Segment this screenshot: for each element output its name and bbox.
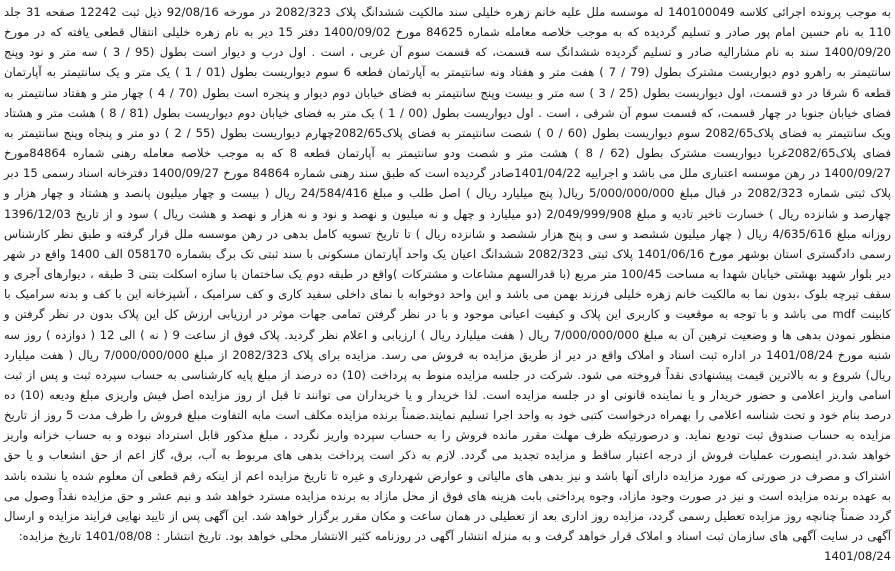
auction-date: 1401/08/24 [824,549,891,564]
notice-body: به موجب پرونده اجرائی کلاسه 140100049 له موسسه ملل علیه خانم زهره خلیلی سند مالکیت ششدانگ پلاک 2082/323 در مورخه 92/08/16 ذیل ثبت 12242 صفحه 31 جلد 110 به نام حسین امام پور صادر و تسلیم گردیده که به موجب خلاصه معامله شماره 84625 مورخ 1400/09/02 دفتر 15 دیر به نام زهره خلیلی انتقال قطعی یافته که در مورخ 1400/09/20 سند به نام مشارالیه صادر و تسلیم گردیده ششدانگ سه قسمت، که قسمت سوم آن غربی ، است . اول درب و دیوار است بطول (95 / 3 ) سه متر و نود وپنج سانتیمتر به راهرو دوم دیواریست مشترک بطول (79 / 7 ) هفت متر و هفتاد ونه سانتیمتر به آپارتمان قطعه 6 سوم دیواریست بطول (01 / 1 ) یک متر و یک سانتیمتر به آپارتمان قطعه 6 شرقا در دو قسمت، اول دیواریست بطول (25 / 3 ) سه متر و بیست وپنج سانتیمتر به فضای خیابان دوم دیوار و پنجره است بطول (70 / 4 ) چهار متر و هفتاد سانتیمتر به فضای خیابان جنوبا در چهار قسمت، که قسمت سوم آن شرقی ، است . اول دیواریست بطول (00 / 1 ) یک متر به فضای خیابان دوم دیواریست بطول (81 / 8 ) هشت متر و هشتاد ویک سانتیمتر به فضای پلاک2082/65 سوم دیواریست بطول (60 / 0 ) شصت سانتیمتر به فضای پلاک2082/65چهارم دیواریست بطول (55 / 2 ) دو متر و پنجاه وپنج سانتیمتر به فضای پلاک2082/65غربا دیواریست مشترک بطول (62 / 8 ) هشت متر و شصت ودو سانتیمتر به آپارتمان قطعه 8 که به موجب خلاصه معامله رهنی شماره 84864مورخ 1400/09/27 در رهن موسسه اعتباری ملل می باشد و اجراییه 1401/04/22صادر گردیده است که طبق سند رهنی شماره 84864 مورخ 1400/09/27 دفترخانه اسناد رسمی 15 دبر پلاک ثبتی شماره 2082/323 در قبال مبلغ 5/000/000/000 ریال( پنج میلیارد ریال ) اصل طلب و مبلغ 24/584/416 ریال ( بیست و چهار میلیون پانصد و هشتاد و چهار هزار و چهارصد و شانزده ریال ) خسارت تاخیر تادیه و مبلغ 2/049/999/908 (دو میلیارد و چهل و نه میلیون و نهصد و نود و نه هزار و نهصد و هشت ریال ) سود و از تاریخ 1396/12/03 روزانه مبلغ 4/635/616 ریال ( چهار میلیون ششصد و سی و پنج هزار ششصد و شانزده ریال ) تا تاریخ تسویه کامل بدهی در رهن موسسه ملل قرار گرفته و طبق نظر کارشناس رسمی دادگستری استان بوشهر مورخ 1401/06/16 پلاک ثبتی 2082/323 ششدانگ اعیان یک واحد آپارتمان مسکونی با سند ثبتی تک برگ بشماره 058170 الف 1400 واقع در شهر دیر بلوار شهید بهشتی خیابان شهدا به مساحت 100/45 متر مربع (با قدرالسهم مشاعات و مشترکات )واقع در طبقه دوم یک ساختمان با سازه اسکلت بتنی 3 طبقه ، دیوارهای آجری و سقف تیرچه بلوک ،بدون نما به مالکیت خانم زهره خلیلی فرزند بهمن می باشد و این واحد دوخوابه با نمای داخلی سفید کاری و کف سرامیک ، آشپزخانه این با کف و بدنه سرامیک با کابینت mdf می باشد و با توجه به موقعیت و کاربری این پلاک و کیفیت اعیانی موجود و با در نظر گرفتن تمامی جهات موثر در ارزیابی ارزش کل این پلاک بدون در نظر گرفتن و منظور نمودن بدهی ها و وضعیت ترهین آن به مبلغ 7/000/000/000 ریال ( هفت میلیارد ریال ) ارزیابی و اعلام نظر گردید. پلاک فوق از ساعت 9 ( نه ) الی 12 ( دوازده ) روز سه شنبه مورخ 1401/08/24 در اداره ثبت اسناد و املاک واقع در دیر از طریق مزایده به فروش می رسد. مزایده برای پلاک 2082/323 از مبلغ 7/000/000/000 ریال ( هفت میلیارد ریال) شروع و به بالاترین قیمت پیشنهادی نقداً فروخته می شود. شرکت در جلسه مزایده منوط به پرداخت (10) ده درصد از مبلغ پایه کارشناسی به حساب سپرده ثبت و پس از ثبت اسامی واریز اعلامی و حضور خریدار و یا نماینده قانونی او در جلسه مزایده است. لذا خریدار و یا خریداران می توانند تا قبل از روز مزایده اصل فیش واریزی مبلغ ودیعه (10) ده درصد بنام خود و تحت شناسه اعلامی را بهمراه درخواست کتبی خود به واحد اجرا تسلیم نمایند.ضمناً برنده مزایده مکلف است مابه التفاوت مبلغ فروش را ظرف مدت 5 روز از تاریخ مزایده به حساب صندوق ثبت تودیع نماید. و درصورتیکه ظرف مهلت مقرر مانده فروش را به حساب سپرده واریز نگردد ، مبلغ مذکور قابل استرداد نبوده و به حساب خزانه واریز خواهد شد.در اینصورت عملیات فروش از درجه اعتبار ساقط و مزایده تجدید می گردد. لازم به ذکر است پرداخت بدهی های مربوط به آب، برق، گاز اعم از حق انشعاب و یا حق اشتراک و مصرف در صورتی که مورد مزایده دارای آنها باشد و نیز بدهی های مالیاتی و عوارض شهرداری و غیره تا تاریخ مزایده اعم از اینکه رقم قطعی آن معلوم شده یا نشده باشد به عهده برنده مزایده است و نیز در صورت وجود مازاد، وجوه پرداختی بابت هزینه های فوق از محل مازاد به برنده مزایده مسترد خواهد شد و نیم عشر و حق مزایده نقداً وصول می گردد ضمناً چنانچه روز مزایده تعطیل رسمی گردد، مزایده روز اداری بعد از تعطیلی در همان ساعت و مکان مقرر برگزار خواهد شد. این آگهی پس از تایید نهایی فرایند مزایده و ارسال آگهی در سایت آگهی های سازمان ثبت اسناد و املاک قرار خواهد گرفت و به منزله انتشار آگهی در روزنامه کثیر الانتشار محلی خواهد بود. تاریخ انتشار : 1401/08/08 تاریخ مزایده: [4,5,892,544]
